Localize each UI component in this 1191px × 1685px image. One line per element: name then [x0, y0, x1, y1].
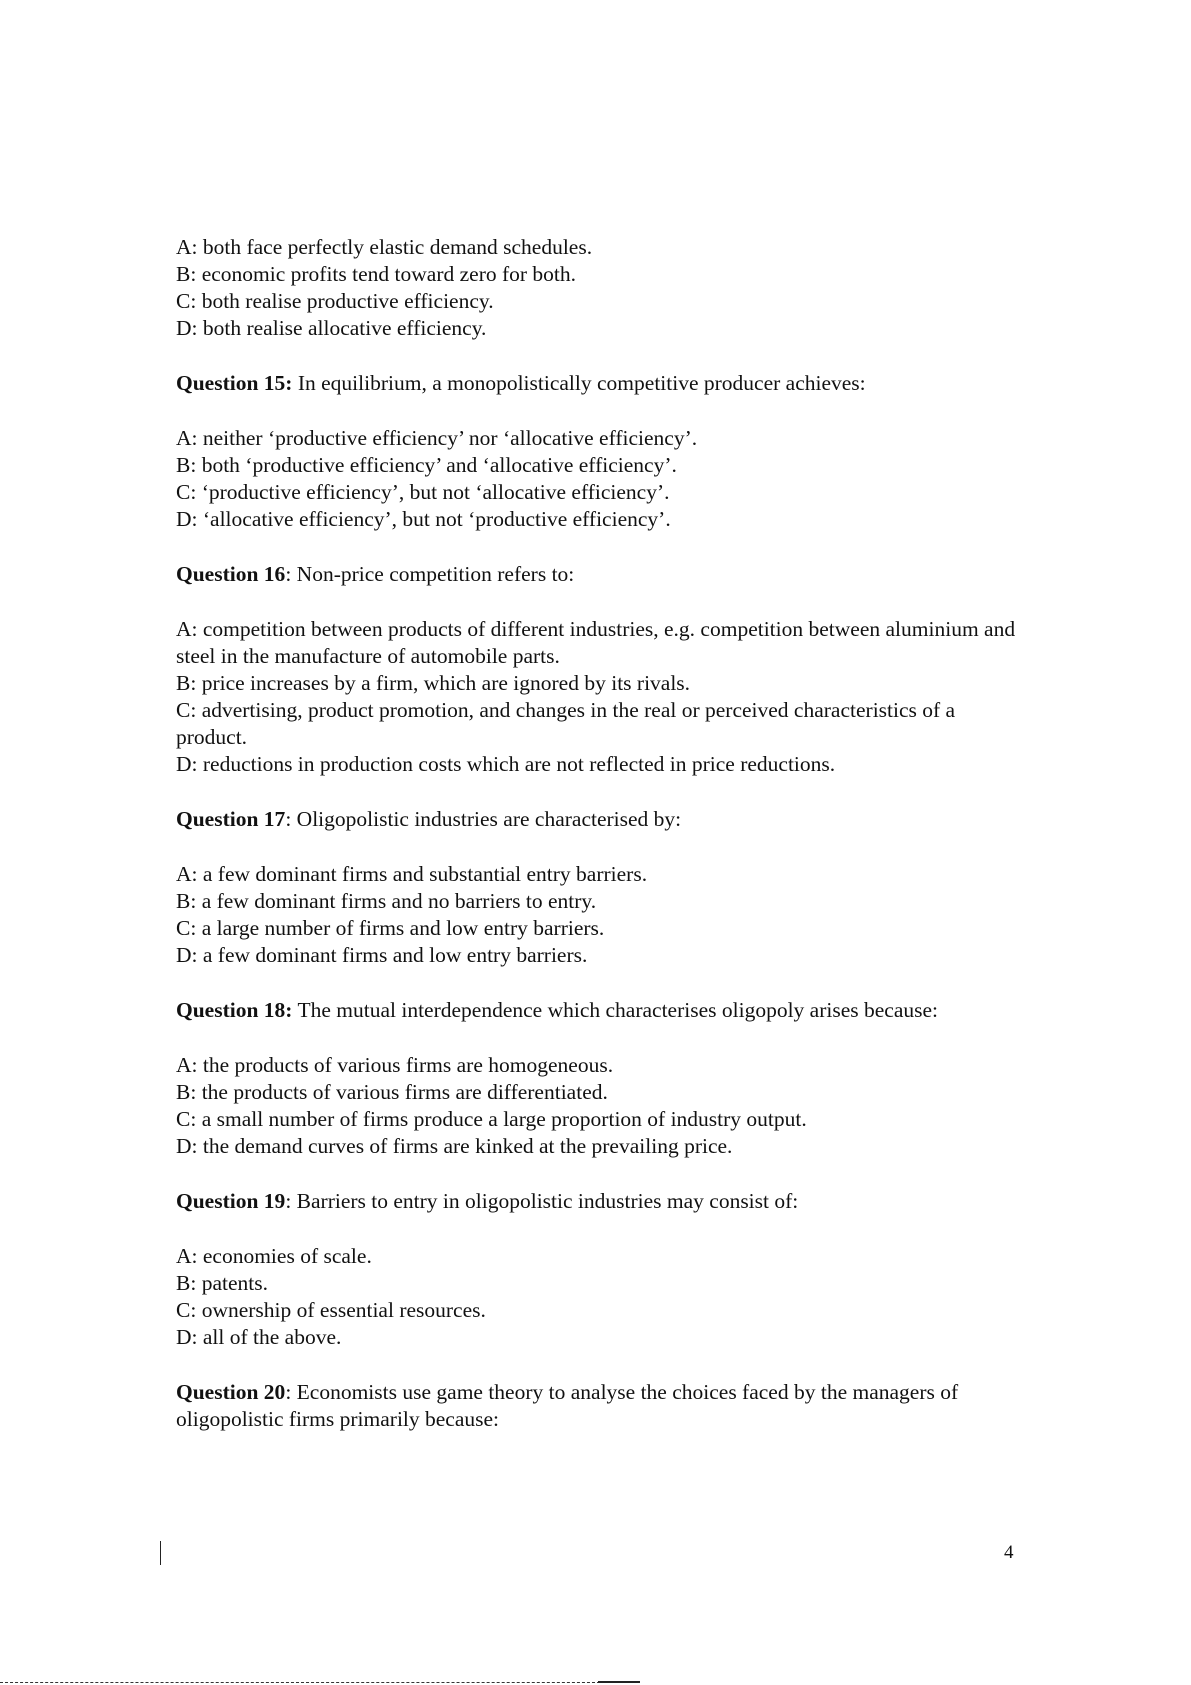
page-number: 4 — [1004, 1542, 1014, 1563]
question-17-text: : Oligopolistic industries are characterised by: — [285, 807, 682, 831]
option-d: D: ‘allocative efficiency’, but not ‘productive efficiency’. — [176, 507, 671, 531]
bottom-divider — [0, 1682, 600, 1683]
question-20-label: Question 20 — [176, 1380, 286, 1404]
option-a: A: the products of various firms are homogeneous. — [176, 1053, 614, 1077]
option-a: A: economies of scale. — [176, 1244, 372, 1268]
question-18 — [176, 997, 1026, 1024]
option-a: A: both face perfectly elastic demand schedules. — [176, 235, 593, 259]
option-d: D: the demand curves of firms are kinked at the prevailing price. — [176, 1134, 733, 1158]
option-d: D: both realise allocative efficiency. — [176, 316, 487, 340]
question-15 — [176, 370, 1026, 397]
question-16 — [176, 561, 1026, 588]
question-15-options — [176, 425, 1026, 533]
option-b: B: the products of various firms are differentiated. — [176, 1080, 608, 1104]
option-b: B: economic profits tend toward zero for both. — [176, 262, 577, 286]
page-content — [176, 234, 1026, 1433]
option-b: B: both ‘productive efficiency’ and ‘allocative efficiency’. — [176, 453, 677, 477]
option-d: D: reductions in production costs which are not reflected in price reductions. — [176, 752, 836, 776]
question-15-label: Question 15: — [176, 371, 293, 395]
question-16-label: Question 16 — [176, 562, 286, 586]
margin-change-bar — [160, 1541, 161, 1565]
option-b: B: a few dominant firms and no barriers to entry. — [176, 889, 597, 913]
option-b: B: patents. — [176, 1271, 268, 1295]
bottom-divider-segment — [598, 1681, 640, 1683]
question-20-text: : Economists use game theory to analyse the choices faced by the managers of oligopolistic firms primarily because: — [176, 1380, 959, 1431]
question-19-label: Question 19 — [176, 1189, 286, 1213]
question-15-text: In equilibrium, a monopolistically competitive producer achieves: — [292, 371, 866, 395]
previous-question-options — [176, 234, 1026, 342]
option-c: C: advertising, product promotion, and changes in the real or perceived characteristics of a product. — [176, 698, 956, 749]
option-a: A: competition between products of different industries, e.g. competition between aluminium and steel in the manufacture of automobile parts. — [176, 617, 1016, 668]
option-c: C: a small number of firms produce a large proportion of industry output. — [176, 1107, 807, 1131]
option-c: C: a large number of firms and low entry barriers. — [176, 916, 605, 940]
question-18-options — [176, 1052, 1026, 1160]
question-19-text: : Barriers to entry in oligopolistic industries may consist of: — [285, 1189, 799, 1213]
question-17 — [176, 806, 1026, 833]
option-c: C: ‘productive efficiency’, but not ‘allocative efficiency’. — [176, 480, 670, 504]
option-b: B: price increases by a firm, which are ignored by its rivals. — [176, 671, 691, 695]
question-19-options — [176, 1243, 1026, 1351]
question-16-options — [176, 616, 1026, 778]
option-a: A: a few dominant firms and substantial entry barriers. — [176, 862, 648, 886]
option-c: C: ownership of essential resources. — [176, 1298, 486, 1322]
question-17-label: Question 17 — [176, 807, 286, 831]
question-17-options — [176, 861, 1026, 969]
option-c: C: both realise productive efficiency. — [176, 289, 494, 313]
question-19 — [176, 1188, 1026, 1215]
option-d: D: a few dominant firms and low entry barriers. — [176, 943, 588, 967]
question-16-text: : Non-price competition refers to: — [285, 562, 575, 586]
question-20 — [176, 1379, 1026, 1433]
option-a: A: neither ‘productive efficiency’ nor ‘allocative efficiency’. — [176, 426, 698, 450]
question-18-text: The mutual interdependence which characterises oligopoly arises because: — [292, 998, 939, 1022]
option-d: D: all of the above. — [176, 1325, 342, 1349]
question-18-label: Question 18: — [176, 998, 293, 1022]
